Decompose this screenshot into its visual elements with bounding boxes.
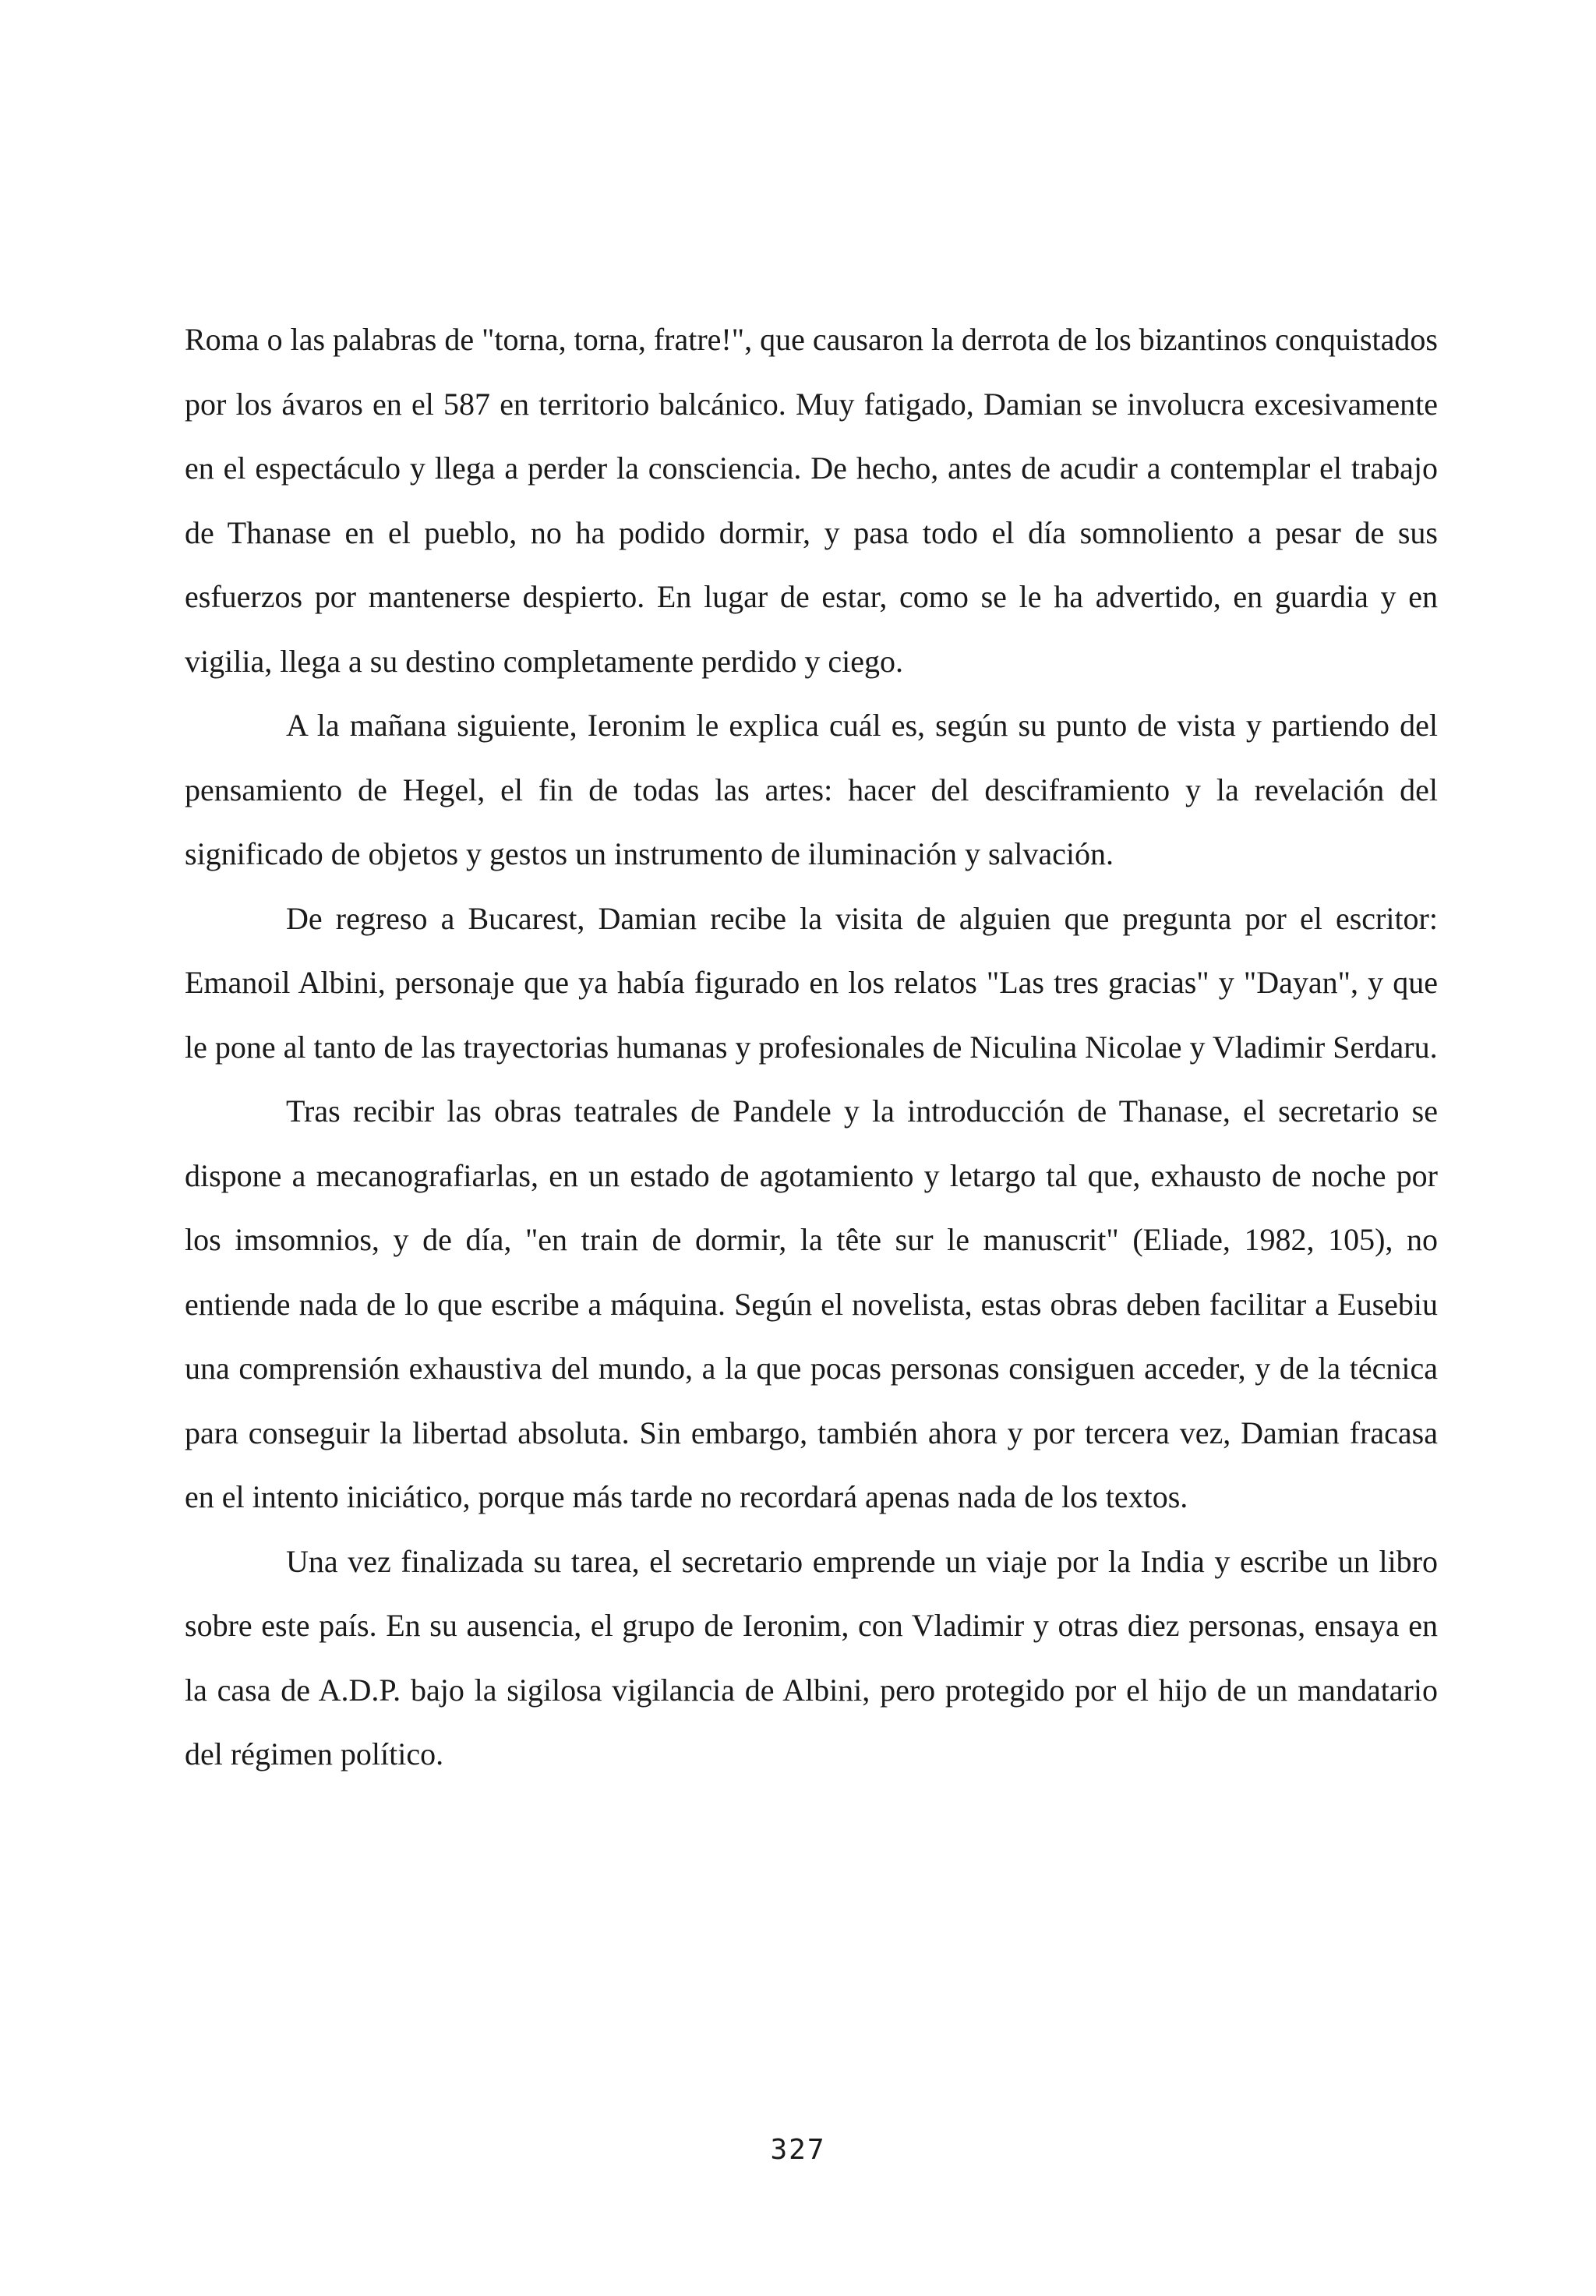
paragraph-bucarest-visit: De regreso a Bucarest, Damian recibe la visita de alguien que pregunta por el escritor: Emanoil Albini, personaje que ya había figurado en los relatos "Las tres gracias" y "Dayan", y que le pone al tanto de las trayectorias humanas y profesionales de Niculina Nicolae y Vladimir Serdaru. (185, 900, 1438, 1065)
page-body (185, 308, 1438, 1787)
paragraph-ieronim-explanation: A la mañana siguiente, Ieronim le explica cuál es, según su punto de vista y partiendo del pensamiento de Hegel, el fin de todas las artes: hacer del desciframiento y la revelación del significado de objetos y gestos un instrumento de iluminación y salvación. (185, 708, 1438, 871)
paragraph-continuation: Roma o las palabras de "torna, torna, fratre!", que causaron la derrota de los bizantinos conquistados por los ávaros en el 587 en territorio balcánico. Muy fatigado, Damian se involucra excesivamente en el espectáculo y llega a perder la consciencia. De hecho, antes de acudir a contemplar el trabajo de Thanase en el pueblo, no ha podido dormir, y pasa todo el día somnoliento a pesar de sus esfuerzos por mantenerse despierto. En lugar de estar, como se le ha advertido, en guardia y en vigilia, llega a su destino completamente perdido y ciego. (185, 322, 1438, 679)
paragraph-theatre-works: Tras recibir las obras teatrales de Pandele y la introducción de Thanase, el secretario se dispone a mecanografiarlas, en un estado de agotamiento y letargo tal que, exhausto de noche por los imsomnios, y de día, "en train de dormir, la tête sur le manuscrit" (Eliade, 1982, 105), no entiende nada de lo que escribe a máquina. Según el novelista, estas obras deben facilitar a Eusebiu una comprensión exhaustiva del mundo, a la que pocas personas consiguen acceder, y de la técnica para conseguir la libertad absoluta. Sin embargo, también ahora y por tercera vez, Damian fracasa en el intento iniciático, porque más tarde no recordará apenas nada de los textos. (185, 1093, 1438, 1514)
paragraph-india-trip: Una vez finalizada su tarea, el secretario emprende un viaje por la India y escribe un libro sobre este país. En su ausencia, el grupo de Ieronim, con Vladimir y otras diez personas, ensaya en la casa de A.D.P. bajo la sigilosa vigilancia de Albini, pero protegido por el hijo de un mandatario del régimen político. (185, 1543, 1438, 1771)
page-number: 327 (770, 2134, 826, 2166)
